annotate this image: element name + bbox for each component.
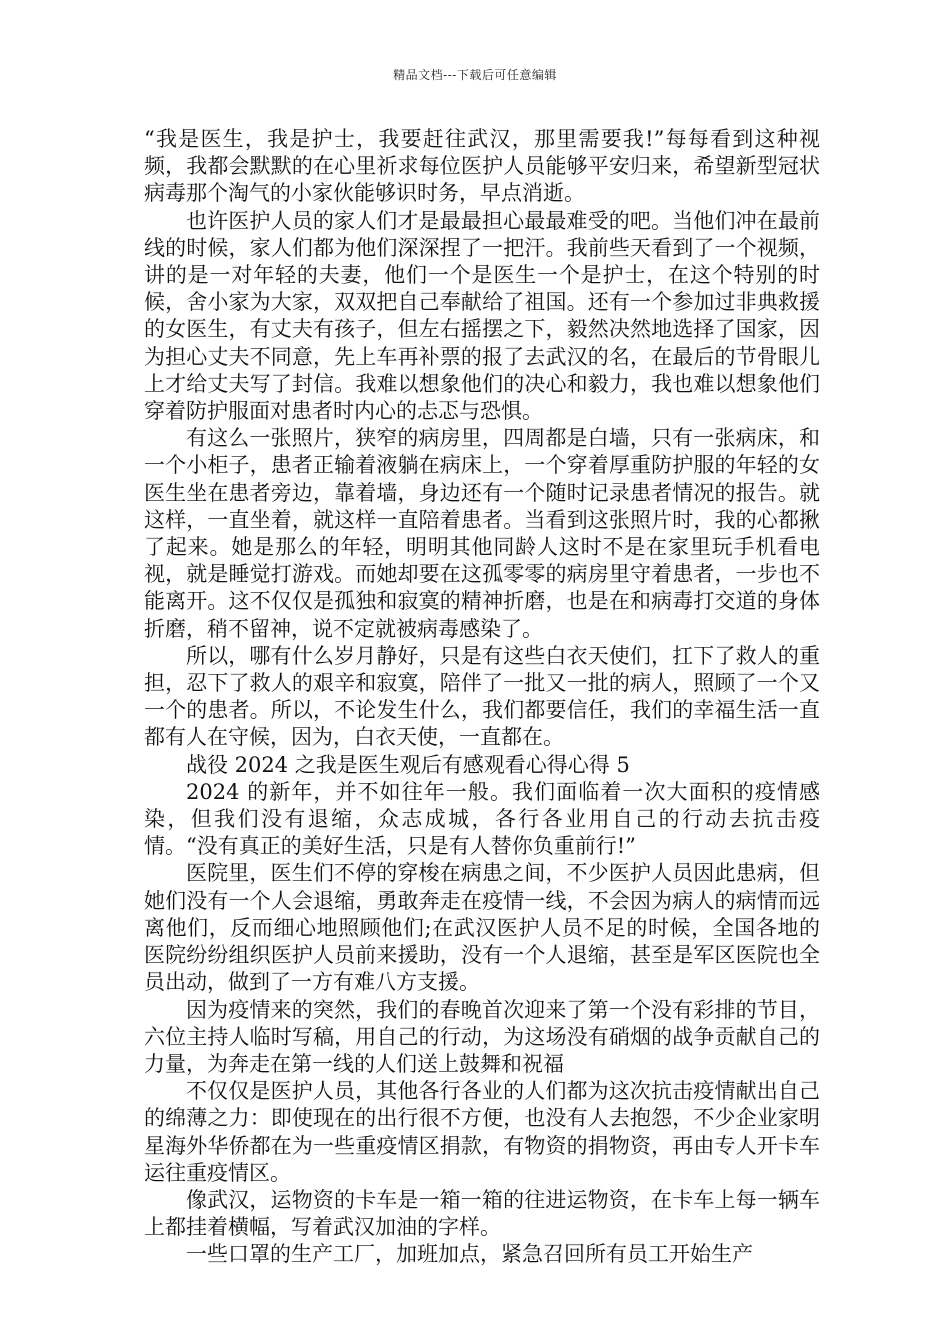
page-header: 精品文档---下载后可任意编辑 [393,68,557,82]
paragraph: “我是医生，我是护士，我要赶往武汉，那里需要我!”每每看到这种视频，我都会默默的在心里祈求每位医护人员能够平安归来，希望新型冠状病毒那个淘气的小家伙能够识时务，早点消逝。 [144,127,820,206]
paragraph: 2024 的新年，并不如往年一般。我们面临着一次大面积的疫情感染，但我们没有退缩，众志成城，各行各业用自己的行动去抗击疫情。“没有真正的美好生活，只是有人替你负重前行!” [144,779,820,859]
paragraph: 所以，哪有什么岁月静好，只是有这些白衣天使们，扛下了救人的重担，忍下了救人的艰辛和寂寞，陪伴了一批又一批的病人，照顾了一个又一个的患者。所以，不论发生什么，我们都要信任，我们的幸福生活一直都有人在守候，因为，白衣天使，一直都在。 [144,643,820,750]
paragraph: 医院里，医生们不停的穿梭在病患之间，不少医护人员因此患病，但她们没有一个人会退缩，勇敢奔走在疫情一线，不会因为病人的病情而远离他们，反而细心地照顾他们;在武汉医护人员不足的时候，全国各地的医院纷纷组织医护人员前来援助，没有一个人退缩，甚至是军区医院也全员出动，做到了一方有难八方支援。 [144,861,820,995]
paragraph: 像武汉，运物资的卡车是一箱一箱的往进运物资，在卡车上每一辆车上都挂着横幅，写着武汉加油的字样。 [144,1187,820,1240]
section-heading: 战役 2024 之我是医生观后有感观看心得心得 5 [186,752,630,777]
paragraph: 一些口罩的生产工厂，加班加点，紧急召回所有员工开始生产 [186,1242,753,1267]
paragraph: 因为疫情来的突然，我们的春晚首次迎来了第一个没有彩排的节目，六位主持人临时写稿，用自己的行动，为这场没有硝烟的战争贡献自己的力量，为奔走在第一线的人们送上鼓舞和祝福 [144,997,820,1076]
document-body [144,126,820,1269]
paragraph: 也许医护人员的家人们才是最最担心最最难受的吧。当他们冲在最前线的时候，家人们都为他们深深捏了一把汗。我前些天看到了一个视频，讲的是一对年轻的夫妻，他们一个是医生一个是护士，在这个特别的时候，舍小家为大家，双双把自己奉献给了祖国。还有一个参加过非典救援的女医生，有丈夫有孩子，但左右摇摆之下，毅然决然地选择了国家，因为担心丈夫不同意，先上车再补票的报了去武汉的名，在最后的节骨眼儿上才给丈夫写了封信。我难以想象他们的决心和毅力，我也难以想象他们穿着防护服面对患者时内心的忐忑与恐惧。 [144,208,820,424]
paragraph: 有这么一张照片，狭窄的病房里，四周都是白墙，只有一张病床，和一个小柜子，患者正输着液躺在病床上，一个穿着厚重防护服的年轻的女医生坐在患者旁边，靠着墙，身边还有一个随时记录患者情况的报告。就这样，一直坐着，就这样一直陪着患者。当看到这张照片时，我的心都揪了起来。她是那么的年轻，明明其他同龄人这时不是在家里玩手机看电视，就是睡觉打游戏。而她却要在这孤零零的病房里守着患者，一步也不能离开。这不仅仅是孤独和寂寞的精神折磨，也是在和病毒打交道的身体折磨，稍不留神，说不定就被病毒感染了。 [144,426,820,641]
paragraph: 不仅仅是医护人员，其他各行各业的人们都为这次抗击疫情献出自己的绵薄之力：即使现在的出行很不方便，也没有人去抱怨，不少企业家明星海外华侨都在为一些重疫情区捐款，有物资的捐物资，再由专人开卡车运往重疫情区。 [144,1079,820,1185]
